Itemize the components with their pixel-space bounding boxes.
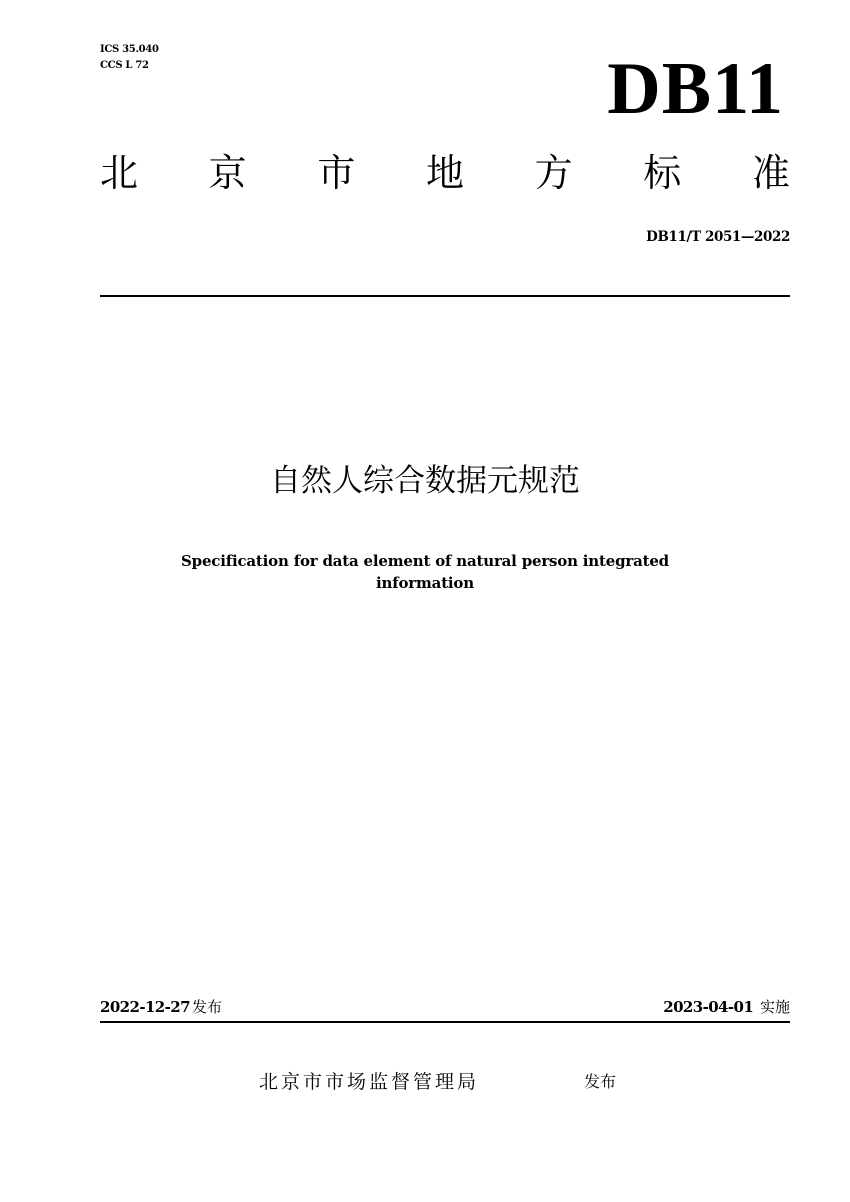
issuing-label: 发布: [584, 1072, 617, 1091]
ccs-code: CCS L 72: [100, 60, 149, 71]
standard-brand-mark: DB11: [607, 48, 784, 130]
effective-date-label: 实施: [759, 998, 790, 1016]
issue-date-label: 发布: [191, 998, 222, 1016]
standard-type-char: 准: [751, 151, 790, 195]
standard-code: DB11/T 2051—2022: [646, 229, 790, 245]
date-row: [100, 1000, 790, 1015]
ics-code: ICS 35.040: [100, 44, 159, 55]
standard-type-char: 方: [534, 151, 573, 195]
issuing-authority: 北京市市场监督管理局: [259, 1071, 480, 1093]
standard-type-char: 京: [208, 151, 247, 195]
document-title-en: Specification for data element of natural person integrated information: [181, 552, 669, 592]
standard-type-char: 标: [643, 151, 682, 195]
issue-date: 2022-12-27: [100, 998, 190, 1016]
standard-type-char: 地: [425, 151, 464, 195]
effective-date: 2023-04-01: [663, 998, 754, 1016]
header-divider: [100, 295, 790, 297]
issue-date-block: [100, 1000, 222, 1015]
document-title-zh: 自然人综合数据元规范: [270, 463, 580, 499]
standard-type-char: 北: [100, 151, 139, 195]
standard-type-heading: [100, 151, 790, 195]
effective-date-block: [663, 1000, 790, 1015]
footer-divider: [100, 1021, 790, 1023]
standard-type-char: 市: [317, 151, 356, 195]
